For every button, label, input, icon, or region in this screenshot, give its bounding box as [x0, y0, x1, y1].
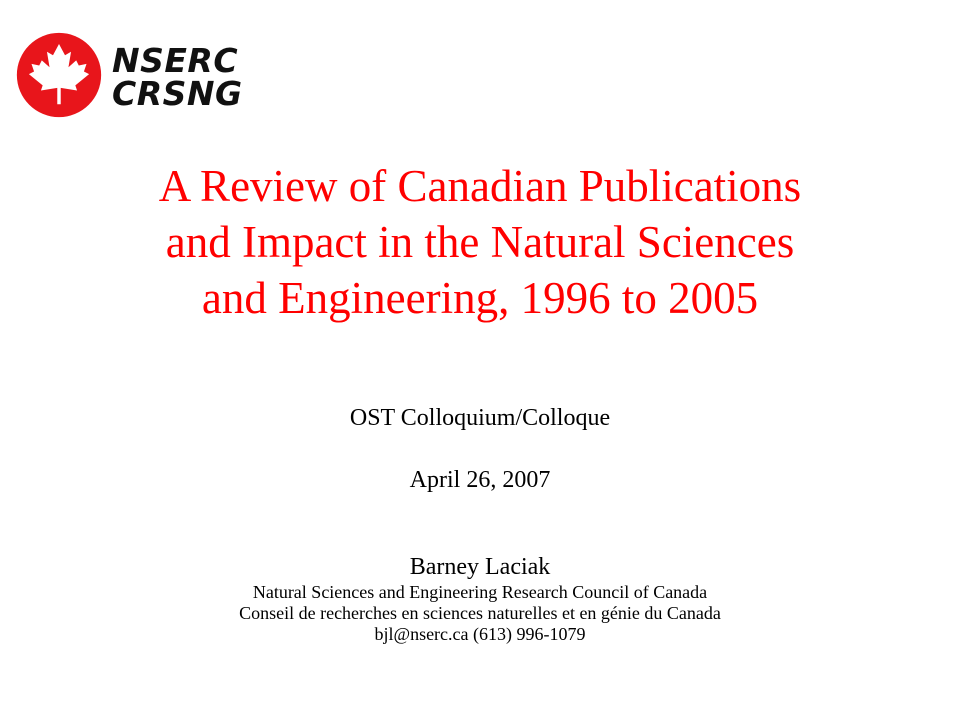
nserc-logo [16, 32, 246, 120]
logo-line-nserc: NSERC [112, 41, 239, 80]
organization-french: Conseil de recherches en sciences naturelles et en génie du Canada [239, 603, 721, 623]
event-name: OST Colloquium/Colloque [349, 405, 611, 431]
presenter-name: Barney Laciak [409, 554, 551, 580]
maple-leaf-icon [16, 32, 102, 118]
logo-wordmark [112, 41, 243, 113]
title-line-3: and Engineering, 1996 to 2005 [201, 273, 759, 323]
contact-info: bjl@nserc.ca (613) 996-1079 [374, 624, 586, 644]
slide-title [60, 158, 900, 326]
organization-english: Natural Sciences and Engineering Research Council of Canada [252, 582, 708, 602]
presenter-block [100, 553, 860, 645]
logo-line-crsng: CRSNG [112, 74, 243, 113]
event-date: April 26, 2007 [409, 467, 551, 493]
title-line-1: A Review of Canadian Publications [158, 161, 802, 211]
title-line-2: and Impact in the Natural Sciences [165, 217, 795, 267]
